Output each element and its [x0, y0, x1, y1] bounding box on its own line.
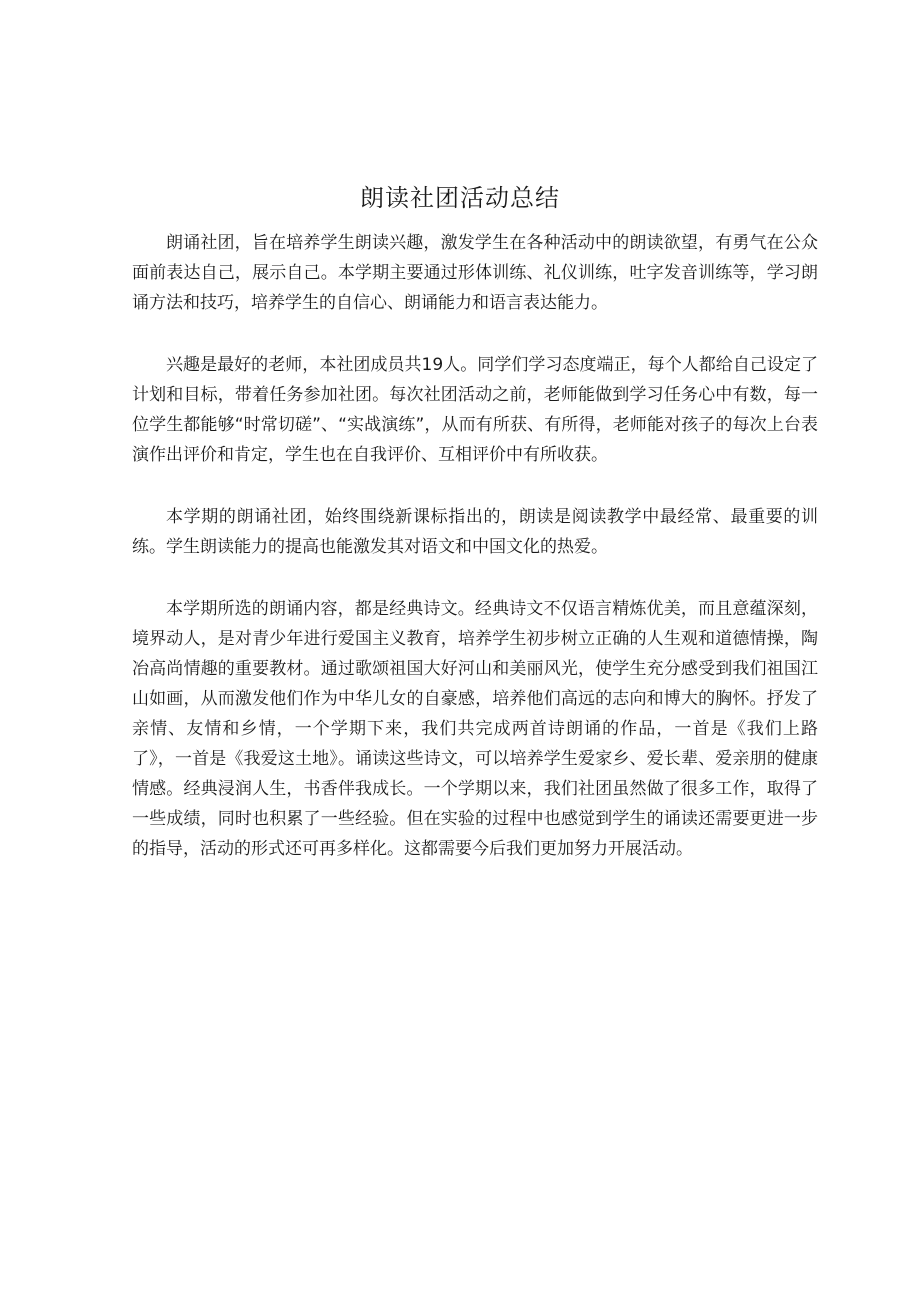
document-body [132, 228, 818, 896]
paragraph-1: 朗诵社团，旨在培养学生朗读兴趣，激发学生在各种活动中的朗读欲望，有勇气在公众面前表达自己，展示自己。本学期主要通过形体训练、礼仪训练，吐字发音训练等，学习朗诵方法和技巧，培养学生的自信心、朗诵能力和语言表达能力。 [132, 233, 818, 313]
paragraph-2: 兴趣是最好的老师，本社团成员共19人。同学们学习态度端正，每个人都给自己设定了计划和目标，带着任务参加社团。每次社团活动之前，老师能做到学习任务心中有数，每一位学生都能够“时常切磋”、“实战演练”，从而有所获、有所得，老师能对孩子的每次上台表演作出评价和肯定，学生也在自我评价、互相评价中有所收获。 [132, 355, 818, 465]
paragraph-4: 本学期所选的朗诵内容，都是经典诗文。经典诗文不仅语言精炼优美，而且意蕴深刻，境界动人，是对青少年进行爱国主义教育，培养学生初步树立正确的人生观和道德情操，陶冶高尚情趣的重要教材。通过歌颂祖国大好河山和美丽风光，使学生充分感受到我们祖国江山如画，从而激发他们作为中华儿女的自豪感，培养他们高远的志向和博大的胸怀。抒发了亲情、友情和乡情，一个学期下来，我们共完成两首诗朗诵的作品，一首是《我们上路了》，一首是《我爱这土地》。诵读这些诗文，可以培养学生爱家乡、爱长辈、爱亲朋的健康情感。经典浸润人生，书香伴我成长。一个学期以来，我们社团虽然做了很多工作，取得了一些成绩，同时也积累了一些经验。但在实验的过程中也感觉到学生的诵读还需要更进一步的指导，活动的形式还可再多样化。这都需要今后我们更加努力开展活动。 [132, 599, 818, 859]
paragraph-3: 本学期的朗诵社团，始终围绕新课标指出的，朗读是阅读教学中最经常、最重要的训练。学生朗读能力的提高也能激发其对语文和中国文化的热爱。 [132, 507, 818, 557]
document-title: 朗读社团活动总结 [360, 184, 560, 213]
